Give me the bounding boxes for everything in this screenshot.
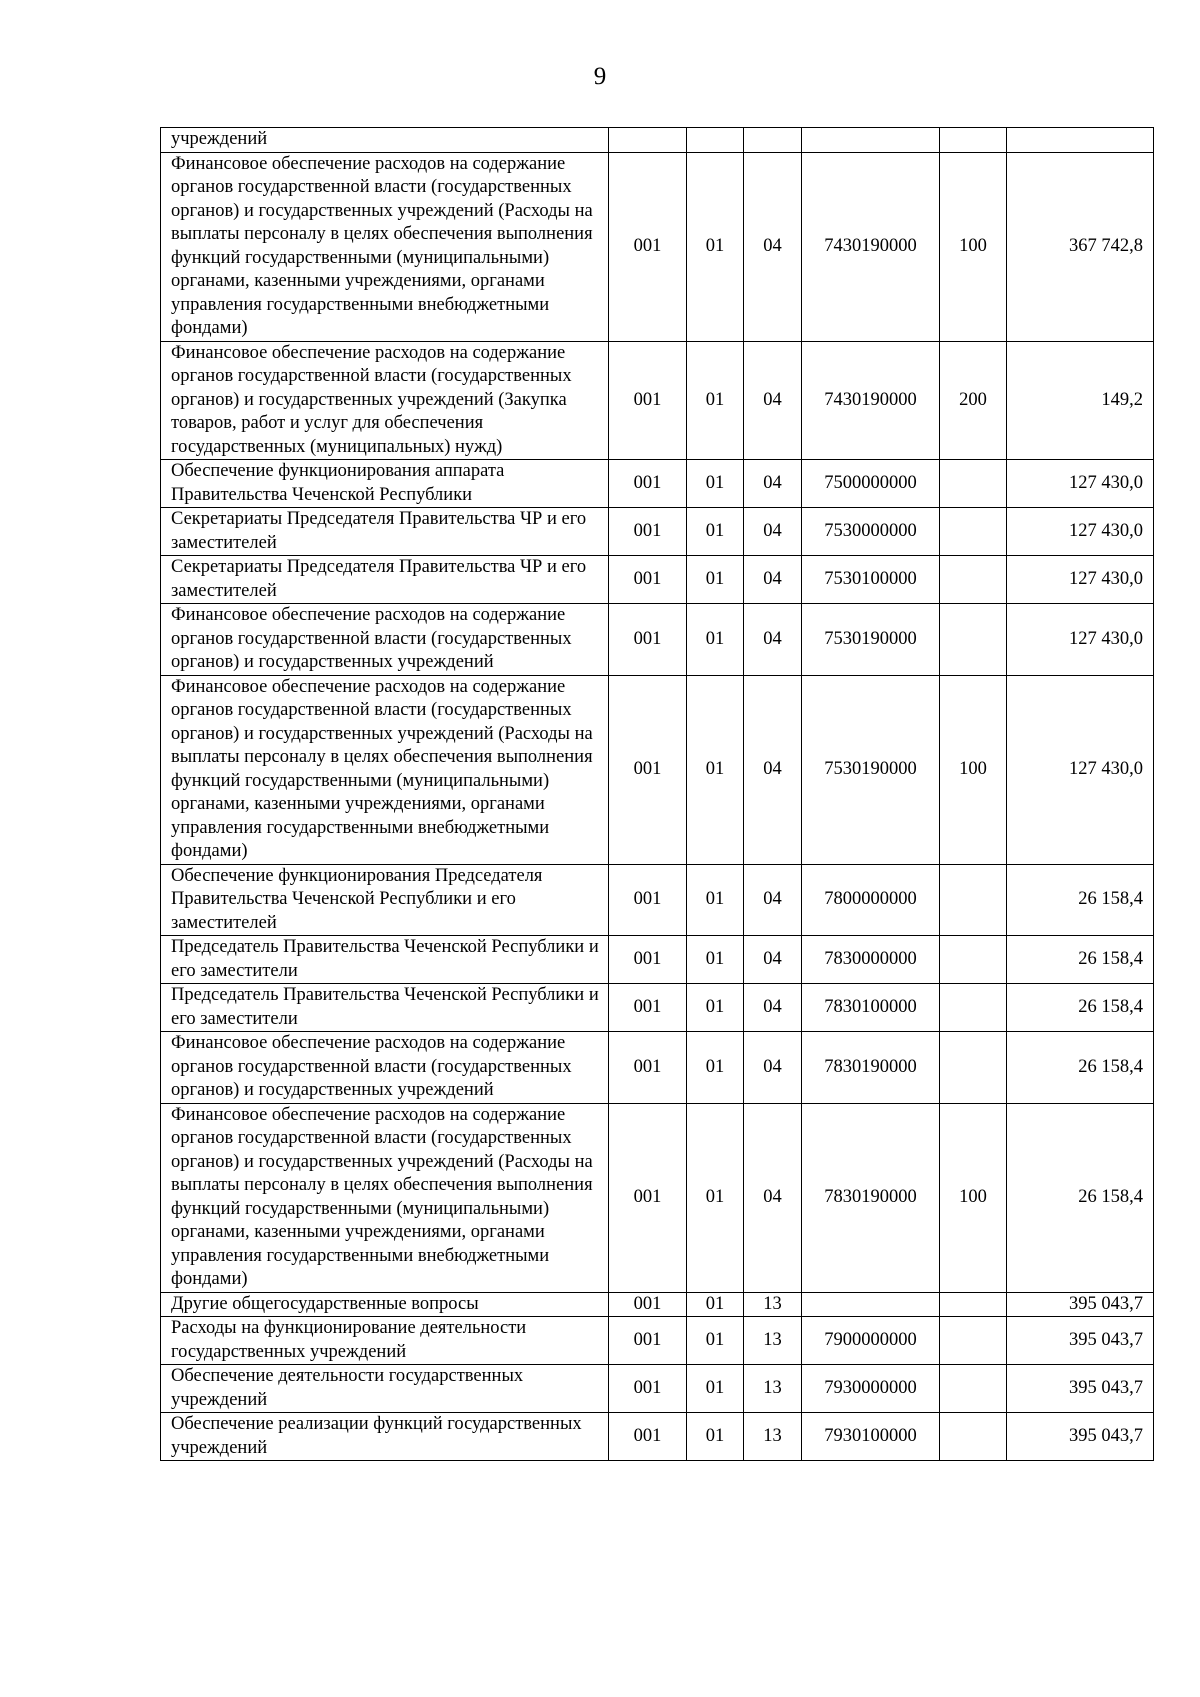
row-rz: 01 <box>687 675 744 864</box>
row-name: Председатель Правительства Чеченской Республики и его заместители <box>161 984 609 1032</box>
row-sum: 127 430,0 <box>1007 508 1154 556</box>
row-rz: 01 <box>687 864 744 936</box>
table-row <box>161 1365 1154 1413</box>
row-csr <box>802 128 940 153</box>
row-name: Обеспечение реализации функций государственных учреждений <box>161 1413 609 1461</box>
row-name: Обеспечение функционирования аппарата Правительства Чеченской Республики <box>161 460 609 508</box>
row-csr: 7430190000 <box>802 341 940 460</box>
row-csr: 7830190000 <box>802 1103 940 1292</box>
row-pr: 04 <box>744 556 802 604</box>
row-vr <box>940 984 1007 1032</box>
row-name: Другие общегосударственные вопросы <box>161 1292 609 1317</box>
row-sum: 127 430,0 <box>1007 604 1154 676</box>
row-pr: 04 <box>744 508 802 556</box>
row-vr <box>940 508 1007 556</box>
row-name: Финансовое обеспечение расходов на содержание органов государственной власти (государственных органов) и государственных учреждений <box>161 604 609 676</box>
row-pr <box>744 128 802 153</box>
row-csr: 7530100000 <box>802 556 940 604</box>
row-name: Расходы на функционирование деятельности государственных учреждений <box>161 1317 609 1365</box>
table-row <box>161 556 1154 604</box>
row-pr: 04 <box>744 675 802 864</box>
row-csr: 7800000000 <box>802 864 940 936</box>
row-csr: 7930000000 <box>802 1365 940 1413</box>
budget-table <box>160 127 1154 1461</box>
row-ved: 001 <box>609 508 687 556</box>
row-csr: 7830190000 <box>802 1032 940 1104</box>
row-rz: 01 <box>687 556 744 604</box>
row-pr: 13 <box>744 1365 802 1413</box>
row-name: Обеспечение функционирования Председателя Правительства Чеченской Республики и его заместителей <box>161 864 609 936</box>
row-vr: 100 <box>940 1103 1007 1292</box>
row-pr: 13 <box>744 1317 802 1365</box>
row-name: учреждений <box>161 128 609 153</box>
row-sum: 26 158,4 <box>1007 864 1154 936</box>
row-sum: 127 430,0 <box>1007 460 1154 508</box>
row-pr: 04 <box>744 936 802 984</box>
row-name: Финансовое обеспечение расходов на содержание органов государственной власти (государственных органов) и государственных учреждений <box>161 1032 609 1104</box>
row-vr <box>940 556 1007 604</box>
table-row <box>161 152 1154 341</box>
row-ved: 001 <box>609 341 687 460</box>
row-sum: 395 043,7 <box>1007 1317 1154 1365</box>
row-vr <box>940 604 1007 676</box>
row-ved: 001 <box>609 1032 687 1104</box>
row-ved: 001 <box>609 556 687 604</box>
row-csr: 7430190000 <box>802 152 940 341</box>
row-name: Финансовое обеспечение расходов на содержание органов государственной власти (государственных органов) и государственных учреждений (Расходы на выплаты персоналу в целях обеспечения выполнения функций государственными (муниципальными) органами, казенными учреждениями, органами управления государственными внебюджетными фондами) <box>161 1103 609 1292</box>
row-vr <box>940 936 1007 984</box>
row-csr: 7530190000 <box>802 604 940 676</box>
row-pr: 04 <box>744 152 802 341</box>
table-row <box>161 675 1154 864</box>
row-rz: 01 <box>687 1365 744 1413</box>
table-row <box>161 1103 1154 1292</box>
row-ved: 001 <box>609 864 687 936</box>
row-rz: 01 <box>687 1292 744 1317</box>
row-rz: 01 <box>687 1317 744 1365</box>
row-pr: 04 <box>744 460 802 508</box>
row-sum: 26 158,4 <box>1007 984 1154 1032</box>
row-csr: 7830100000 <box>802 984 940 1032</box>
row-name: Председатель Правительства Чеченской Республики и его заместители <box>161 936 609 984</box>
row-csr: 7530000000 <box>802 508 940 556</box>
table-row <box>161 604 1154 676</box>
row-rz: 01 <box>687 152 744 341</box>
row-rz: 01 <box>687 508 744 556</box>
row-ved: 001 <box>609 1365 687 1413</box>
row-ved: 001 <box>609 1413 687 1461</box>
row-rz: 01 <box>687 460 744 508</box>
row-rz: 01 <box>687 1413 744 1461</box>
row-csr: 7900000000 <box>802 1317 940 1365</box>
row-pr: 04 <box>744 604 802 676</box>
row-csr: 7830000000 <box>802 936 940 984</box>
row-ved: 001 <box>609 152 687 341</box>
row-pr: 13 <box>744 1413 802 1461</box>
row-csr <box>802 1292 940 1317</box>
row-sum: 395 043,7 <box>1007 1413 1154 1461</box>
row-vr: 100 <box>940 675 1007 864</box>
row-ved: 001 <box>609 1317 687 1365</box>
row-name: Финансовое обеспечение расходов на содержание органов государственной власти (государственных органов) и государственных учреждений (Расходы на выплаты персоналу в целях обеспечения выполнения функций государственными (муниципальными) органами, казенными учреждениями, органами управления государственными внебюджетными фондами) <box>161 152 609 341</box>
row-vr <box>940 1317 1007 1365</box>
table-row <box>161 1317 1154 1365</box>
table-row <box>161 128 1154 153</box>
row-pr: 04 <box>744 341 802 460</box>
row-vr <box>940 128 1007 153</box>
row-sum: 367 742,8 <box>1007 152 1154 341</box>
row-sum: 26 158,4 <box>1007 1103 1154 1292</box>
row-ved: 001 <box>609 675 687 864</box>
row-pr: 13 <box>744 1292 802 1317</box>
row-name: Обеспечение деятельности государственных учреждений <box>161 1365 609 1413</box>
table-row <box>161 984 1154 1032</box>
table-row <box>161 341 1154 460</box>
row-ved: 001 <box>609 984 687 1032</box>
row-sum: 395 043,7 <box>1007 1292 1154 1317</box>
row-rz: 01 <box>687 341 744 460</box>
row-csr: 7530190000 <box>802 675 940 864</box>
row-rz: 01 <box>687 936 744 984</box>
row-ved: 001 <box>609 1103 687 1292</box>
table-row <box>161 864 1154 936</box>
table-row <box>161 1292 1154 1317</box>
row-vr <box>940 1365 1007 1413</box>
table-row <box>161 508 1154 556</box>
row-ved: 001 <box>609 604 687 676</box>
row-ved: 001 <box>609 460 687 508</box>
row-rz: 01 <box>687 984 744 1032</box>
row-ved <box>609 128 687 153</box>
row-ved: 001 <box>609 1292 687 1317</box>
row-vr: 200 <box>940 341 1007 460</box>
row-vr <box>940 460 1007 508</box>
row-rz: 01 <box>687 1032 744 1104</box>
row-pr: 04 <box>744 984 802 1032</box>
row-vr <box>940 1292 1007 1317</box>
table-row <box>161 1413 1154 1461</box>
table-row <box>161 1032 1154 1104</box>
row-pr: 04 <box>744 864 802 936</box>
row-csr: 7930100000 <box>802 1413 940 1461</box>
row-vr: 100 <box>940 152 1007 341</box>
row-sum: 149,2 <box>1007 341 1154 460</box>
row-rz: 01 <box>687 1103 744 1292</box>
row-csr: 7500000000 <box>802 460 940 508</box>
row-sum: 26 158,4 <box>1007 1032 1154 1104</box>
row-sum: 395 043,7 <box>1007 1365 1154 1413</box>
row-name: Секретариаты Председателя Правительства ЧР и его заместителей <box>161 556 609 604</box>
row-rz <box>687 128 744 153</box>
row-pr: 04 <box>744 1103 802 1292</box>
row-pr: 04 <box>744 1032 802 1104</box>
row-sum: 127 430,0 <box>1007 556 1154 604</box>
row-rz: 01 <box>687 604 744 676</box>
table-row <box>161 936 1154 984</box>
row-vr <box>940 1413 1007 1461</box>
row-sum <box>1007 128 1154 153</box>
row-vr <box>940 1032 1007 1104</box>
row-sum: 127 430,0 <box>1007 675 1154 864</box>
row-vr <box>940 864 1007 936</box>
page-number: 9 <box>593 63 607 90</box>
row-name: Финансовое обеспечение расходов на содержание органов государственной власти (государственных органов) и государственных учреждений (Расходы на выплаты персоналу в целях обеспечения выполнения функций государственными (муниципальными) органами, казенными учреждениями, органами управления государственными внебюджетными фондами) <box>161 675 609 864</box>
row-name: Финансовое обеспечение расходов на содержание органов государственной власти (государственных органов) и государственных учреждений (Закупка товаров, работ и услуг для обеспечения государственных (муниципальных) нужд) <box>161 341 609 460</box>
row-name: Секретариаты Председателя Правительства ЧР и его заместителей <box>161 508 609 556</box>
row-sum: 26 158,4 <box>1007 936 1154 984</box>
table-row <box>161 460 1154 508</box>
row-ved: 001 <box>609 936 687 984</box>
